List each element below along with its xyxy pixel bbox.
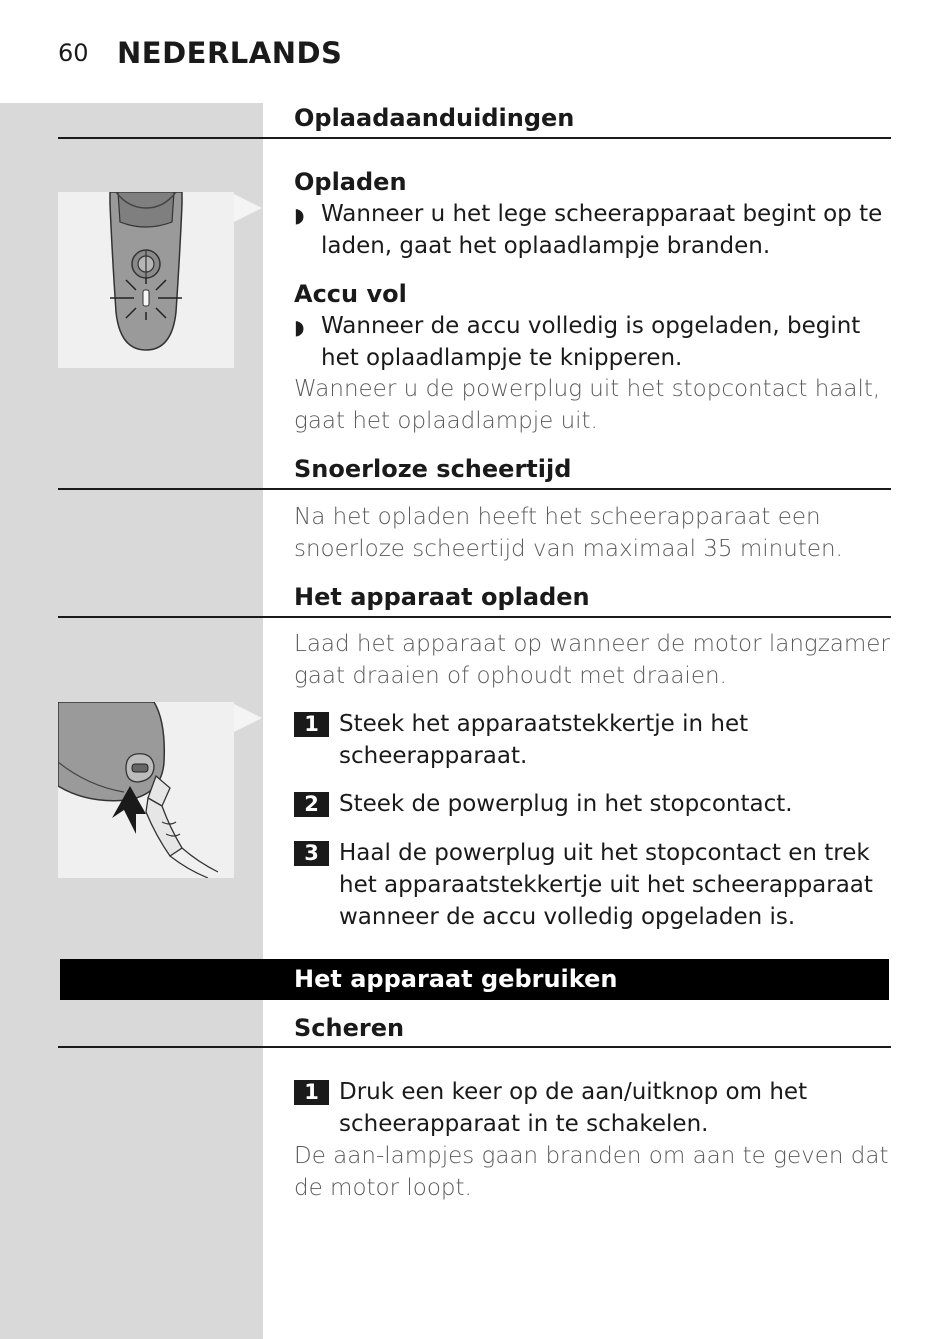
cordless-text	[294, 501, 894, 565]
step-line: Druk een keer op de aan/uitknop om het	[339, 1079, 808, 1105]
bullet-line: Wanneer de accu volledig is opgeladen, begint	[321, 313, 861, 339]
shaver-charge-light-icon	[58, 192, 234, 368]
step-line: scheerapparaat.	[339, 743, 528, 769]
bullet-line: Wanneer u het lege scheerapparaat begint op te	[321, 201, 883, 227]
bullet-charging	[294, 198, 894, 262]
step-number: 1	[294, 712, 329, 737]
step-number: 3	[294, 841, 329, 866]
step-line: het apparaatstekkertje uit het scheerapparaat	[339, 872, 873, 898]
step-line: Steek de powerplug in het stopcontact.	[339, 791, 793, 817]
step-number: 2	[294, 792, 329, 817]
step-line: Steek het apparaatstekkertje in het	[339, 711, 749, 737]
subheading-shaving: Scheren	[294, 1014, 405, 1042]
section-heading-charging-device: Het apparaat opladen	[294, 583, 590, 611]
section-rule	[58, 1046, 891, 1048]
text-line: Laad het apparaat op wanneer de motor langzamer	[294, 631, 890, 657]
section-rule	[58, 616, 891, 618]
note-line: De aan-lampjes gaan branden om aan te geven dat	[294, 1143, 889, 1169]
text-line: gaat draaien of ophoudt met draaien.	[294, 663, 727, 689]
bullet-line: laden, gaat het oplaadlampje branden.	[321, 233, 771, 259]
subheading-charging: Opladen	[294, 168, 407, 196]
section-heading-indicators: Oplaadaanduidingen	[294, 104, 575, 132]
section-rule	[58, 137, 891, 139]
bullet-icon: ◗	[294, 203, 305, 227]
text-line: Na het opladen heeft het scheerapparaat een	[294, 504, 821, 530]
step-number: 1	[294, 1080, 329, 1105]
step-item	[294, 708, 894, 772]
section-heading-cordless: Snoerloze scheertijd	[294, 455, 572, 483]
step-line: scheerapparaat in te schakelen.	[339, 1111, 709, 1137]
step-item	[294, 788, 894, 820]
note-line: gaat het oplaadlampje uit.	[294, 408, 598, 434]
section-rule	[58, 488, 891, 490]
step-item	[294, 837, 894, 933]
page-title: NEDERLANDS	[117, 36, 343, 70]
charging-intro-text	[294, 628, 894, 692]
note-text	[294, 1140, 894, 1204]
step-line: wanneer de accu volledig opgeladen is.	[339, 904, 796, 930]
bullet-line: het oplaadlampje te knipperen.	[321, 345, 683, 371]
illustration-pointer	[234, 194, 262, 222]
bullet-battery-full	[294, 310, 894, 374]
subheading-battery-full: Accu vol	[294, 280, 407, 308]
shaver-plug-insert-icon	[58, 702, 234, 878]
bullet-icon: ◗	[294, 315, 305, 339]
note-text	[294, 373, 894, 437]
illustration-pointer	[234, 704, 262, 732]
step-line: Haal de powerplug uit het stopcontact en trek	[339, 840, 870, 866]
note-line: Wanneer u de powerplug uit het stopcontact haalt,	[294, 376, 881, 402]
text-line: snoerloze scheertijd van maximaal 35 minuten.	[294, 536, 843, 562]
note-line: de motor loopt.	[294, 1175, 472, 1201]
step-item	[294, 1076, 894, 1140]
banner-title: Het apparaat gebruiken	[294, 965, 618, 993]
page-number: 60	[58, 39, 89, 67]
section-banner	[60, 959, 889, 1000]
